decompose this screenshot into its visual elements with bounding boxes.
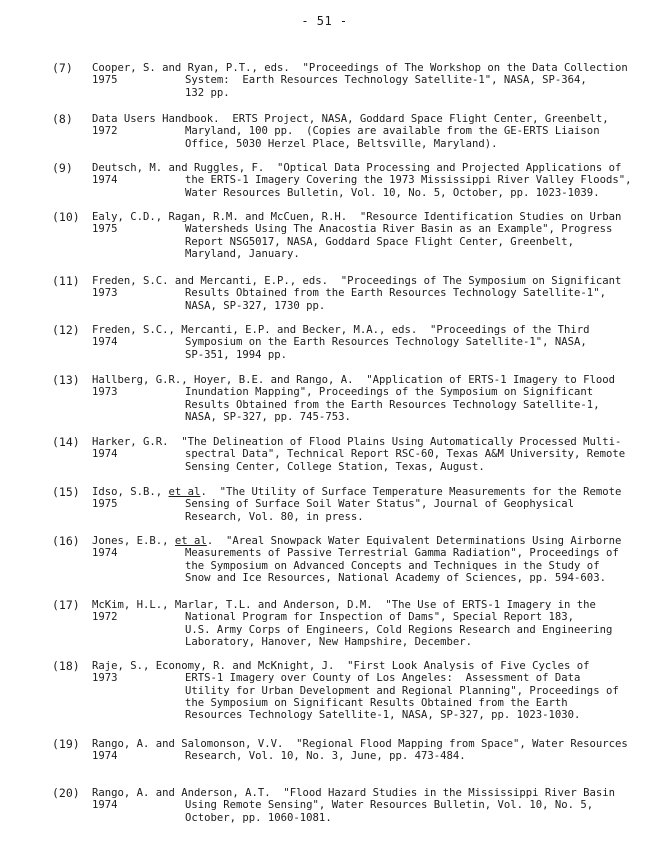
reference-continuation-line: U.S. Army Corps of Engineers, Cold Regions Research and Engineering xyxy=(185,623,613,636)
reference-first-line: Rango, A. and Anderson, A.T. "Flood Hazard Studies in the Mississippi River Basin xyxy=(92,787,615,799)
reference-continuation-line: Sensing Center, College Station, Texas, August. xyxy=(185,460,485,473)
reference-year: 1974 xyxy=(92,174,118,186)
reference-number: (7) xyxy=(52,61,73,75)
reference-continuation-line: Symposium on the Earth Resources Technology Satellite-1", NASA, xyxy=(185,336,587,349)
reference-continuation-line: Research, Vol. 80, in press. xyxy=(185,510,364,523)
reference-year: 1973 xyxy=(92,672,118,684)
reference-title-start: . "The Utility of Surface Temperature Measurements for the Remote xyxy=(200,486,622,498)
et-al-underlined: et al xyxy=(168,486,201,498)
reference-continuation-line: Watersheds Using The Anacostia River Basin as an Example", Progress xyxy=(185,223,613,236)
reference-continuation-line: ERTS-1 Imagery over County of Los Angeles: Assessment of Data xyxy=(185,672,581,685)
reference-continuation-line: Laboratory, Hanover, New Hampshire, December. xyxy=(185,635,473,648)
reference-number: (10) xyxy=(52,210,80,224)
reference-year: 1973 xyxy=(92,287,118,299)
reference-year: 1974 xyxy=(92,448,118,460)
reference-year: 1975 xyxy=(92,223,118,235)
reference-first-line xyxy=(92,486,621,498)
reference-continuation-line: Maryland, January. xyxy=(185,247,300,260)
reference-number: (8) xyxy=(52,112,73,126)
reference-continuation-line: Research, Vol. 10, No. 3, June, pp. 473-484. xyxy=(185,750,466,763)
reference-first-line: Cooper, S. and Ryan, P.T., eds. "Proceedings of The Workshop on the Data Collection xyxy=(92,62,628,74)
reference-year: 1973 xyxy=(92,386,118,398)
reference-continuation-line: October, pp. 1060-1081. xyxy=(185,811,332,824)
reference-continuation-line: Measurements of Passive Terrestrial Gamma Radiation", Proceedings of xyxy=(185,547,619,560)
reference-continuation-line: Utility for Urban Development and Regional Planning", Proceedings of xyxy=(185,684,619,697)
reference-year: 1974 xyxy=(92,336,118,348)
et-al-underlined: et al xyxy=(174,535,207,547)
reference-continuation-line: SP-351, 1994 pp. xyxy=(185,348,288,361)
reference-continuation-line: National Program for Inspection of Dams", Special Report 183, xyxy=(185,611,575,624)
reference-continuation-line: Office, 5030 Herzel Place, Beltsville, Maryland). xyxy=(185,137,498,150)
reference-number: (14) xyxy=(52,435,80,449)
page-number: - 51 - xyxy=(301,14,348,28)
reference-year: 1974 xyxy=(92,750,118,762)
reference-number: (16) xyxy=(52,534,80,548)
reference-continuation-line: 132 pp. xyxy=(185,86,230,99)
reference-continuation-line: Sensing of Surface Soil Water Status", Journal of Geophysical xyxy=(185,498,575,511)
reference-continuation-line: Inundation Mapping", Proceedings of the Symposium on Significant xyxy=(185,386,594,399)
reference-number: (11) xyxy=(52,274,80,288)
reference-continuation-line: the ERTS-1 Imagery Covering the 1973 Mississippi River Valley Floods", xyxy=(185,174,632,187)
reference-number: (12) xyxy=(52,323,80,337)
reference-number: (9) xyxy=(52,161,73,175)
reference-first-line: McKim, H.L., Marlar, T.L. and Anderson, D.M. "The Use of ERTS-1 Imagery in the xyxy=(92,599,596,611)
reference-year: 1975 xyxy=(92,74,118,86)
reference-number: (15) xyxy=(52,485,80,499)
reference-first-line: Data Users Handbook. ERTS Project, NASA, Goddard Space Flight Center, Greenbelt, xyxy=(92,113,609,125)
reference-continuation-line: Using Remote Sensing", Water Resources Bulletin, Vol. 10, No. 5, xyxy=(185,799,594,812)
reference-first-line: Hallberg, G.R., Hoyer, B.E. and Rango, A. "Application of ERTS-1 Imagery to Flood xyxy=(92,374,615,386)
reference-first-line: Ealy, C.D., Ragan, R.M. and McCuen, R.H. "Resource Identification Studies on Urban xyxy=(92,211,622,223)
reference-continuation-line: the Symposium on Advanced Concepts and Techniques in the Study of xyxy=(185,559,600,572)
reference-continuation-line: Water Resources Bulletin, Vol. 10, No. 5, October, pp. 1023-1039. xyxy=(185,186,600,199)
reference-year: 1974 xyxy=(92,799,118,811)
reference-year: 1974 xyxy=(92,547,118,559)
reference-continuation-line: Snow and Ice Resources, National Academy of Sciences, pp. 594-603. xyxy=(185,571,606,584)
reference-number: (17) xyxy=(52,598,80,612)
reference-year: 1975 xyxy=(92,498,118,510)
reference-continuation-line: NASA, SP-327, 1730 pp. xyxy=(185,299,326,312)
reference-continuation-line: the Symposium on Significant Results Obtained from the Earth xyxy=(185,696,568,709)
reference-authors: Idso, S.B., xyxy=(92,486,169,498)
reference-title-start: . "Areal Snowpack Water Equivalent Determinations Using Airborne xyxy=(206,535,622,547)
reference-year: 1972 xyxy=(92,611,118,623)
reference-first-line: Harker, G.R. "The Delineation of Flood Plains Using Automatically Processed Multi- xyxy=(92,436,622,448)
reference-continuation-line: Results Obtained from the Earth Resources Technology Satellite-1", xyxy=(185,287,606,300)
reference-number: (19) xyxy=(52,737,80,751)
reference-first-line: Freden, S.C. and Mercanti, E.P., eds. "Proceedings of The Symposium on Significant xyxy=(92,275,622,287)
reference-first-line xyxy=(92,535,621,547)
reference-number: (20) xyxy=(52,786,80,800)
reference-continuation-line: Maryland, 100 pp. (Copies are available from the GE-ERTS Liaison xyxy=(185,125,600,138)
reference-first-line: Raje, S., Economy, R. and McKnight, J. "First Look Analysis of Five Cycles of xyxy=(92,660,590,672)
reference-continuation-line: NASA, SP-327, pp. 745-753. xyxy=(185,410,351,423)
reference-continuation-line: Resources Technology Satellite-1, NASA, SP-327, pp. 1023-1030. xyxy=(185,709,581,722)
reference-number: (18) xyxy=(52,659,80,673)
reference-continuation-line: Report NSG5017, NASA, Goddard Space Flight Center, Greenbelt, xyxy=(185,235,575,248)
reference-continuation-line: spectral Data", Technical Report RSC-60, Texas A&M University, Remote xyxy=(185,448,626,461)
reference-continuation-line: System: Earth Resources Technology Satellite-1", NASA, SP-364, xyxy=(185,74,587,87)
reference-first-line: Deutsch, M. and Ruggles, F. "Optical Data Processing and Projected Applications of xyxy=(92,162,622,174)
reference-continuation-line: Results Obtained from the Earth Resources Technology Satellite-1, xyxy=(185,398,600,411)
reference-year: 1972 xyxy=(92,125,118,137)
reference-authors: Jones, E.B., xyxy=(92,535,175,547)
reference-first-line: Freden, S.C., Mercanti, E.P. and Becker, M.A., eds. "Proceedings of the Third xyxy=(92,324,590,336)
reference-number: (13) xyxy=(52,373,80,387)
reference-first-line: Rango, A. and Salomonson, V.V. "Regional Flood Mapping from Space", Water Resources xyxy=(92,738,628,750)
